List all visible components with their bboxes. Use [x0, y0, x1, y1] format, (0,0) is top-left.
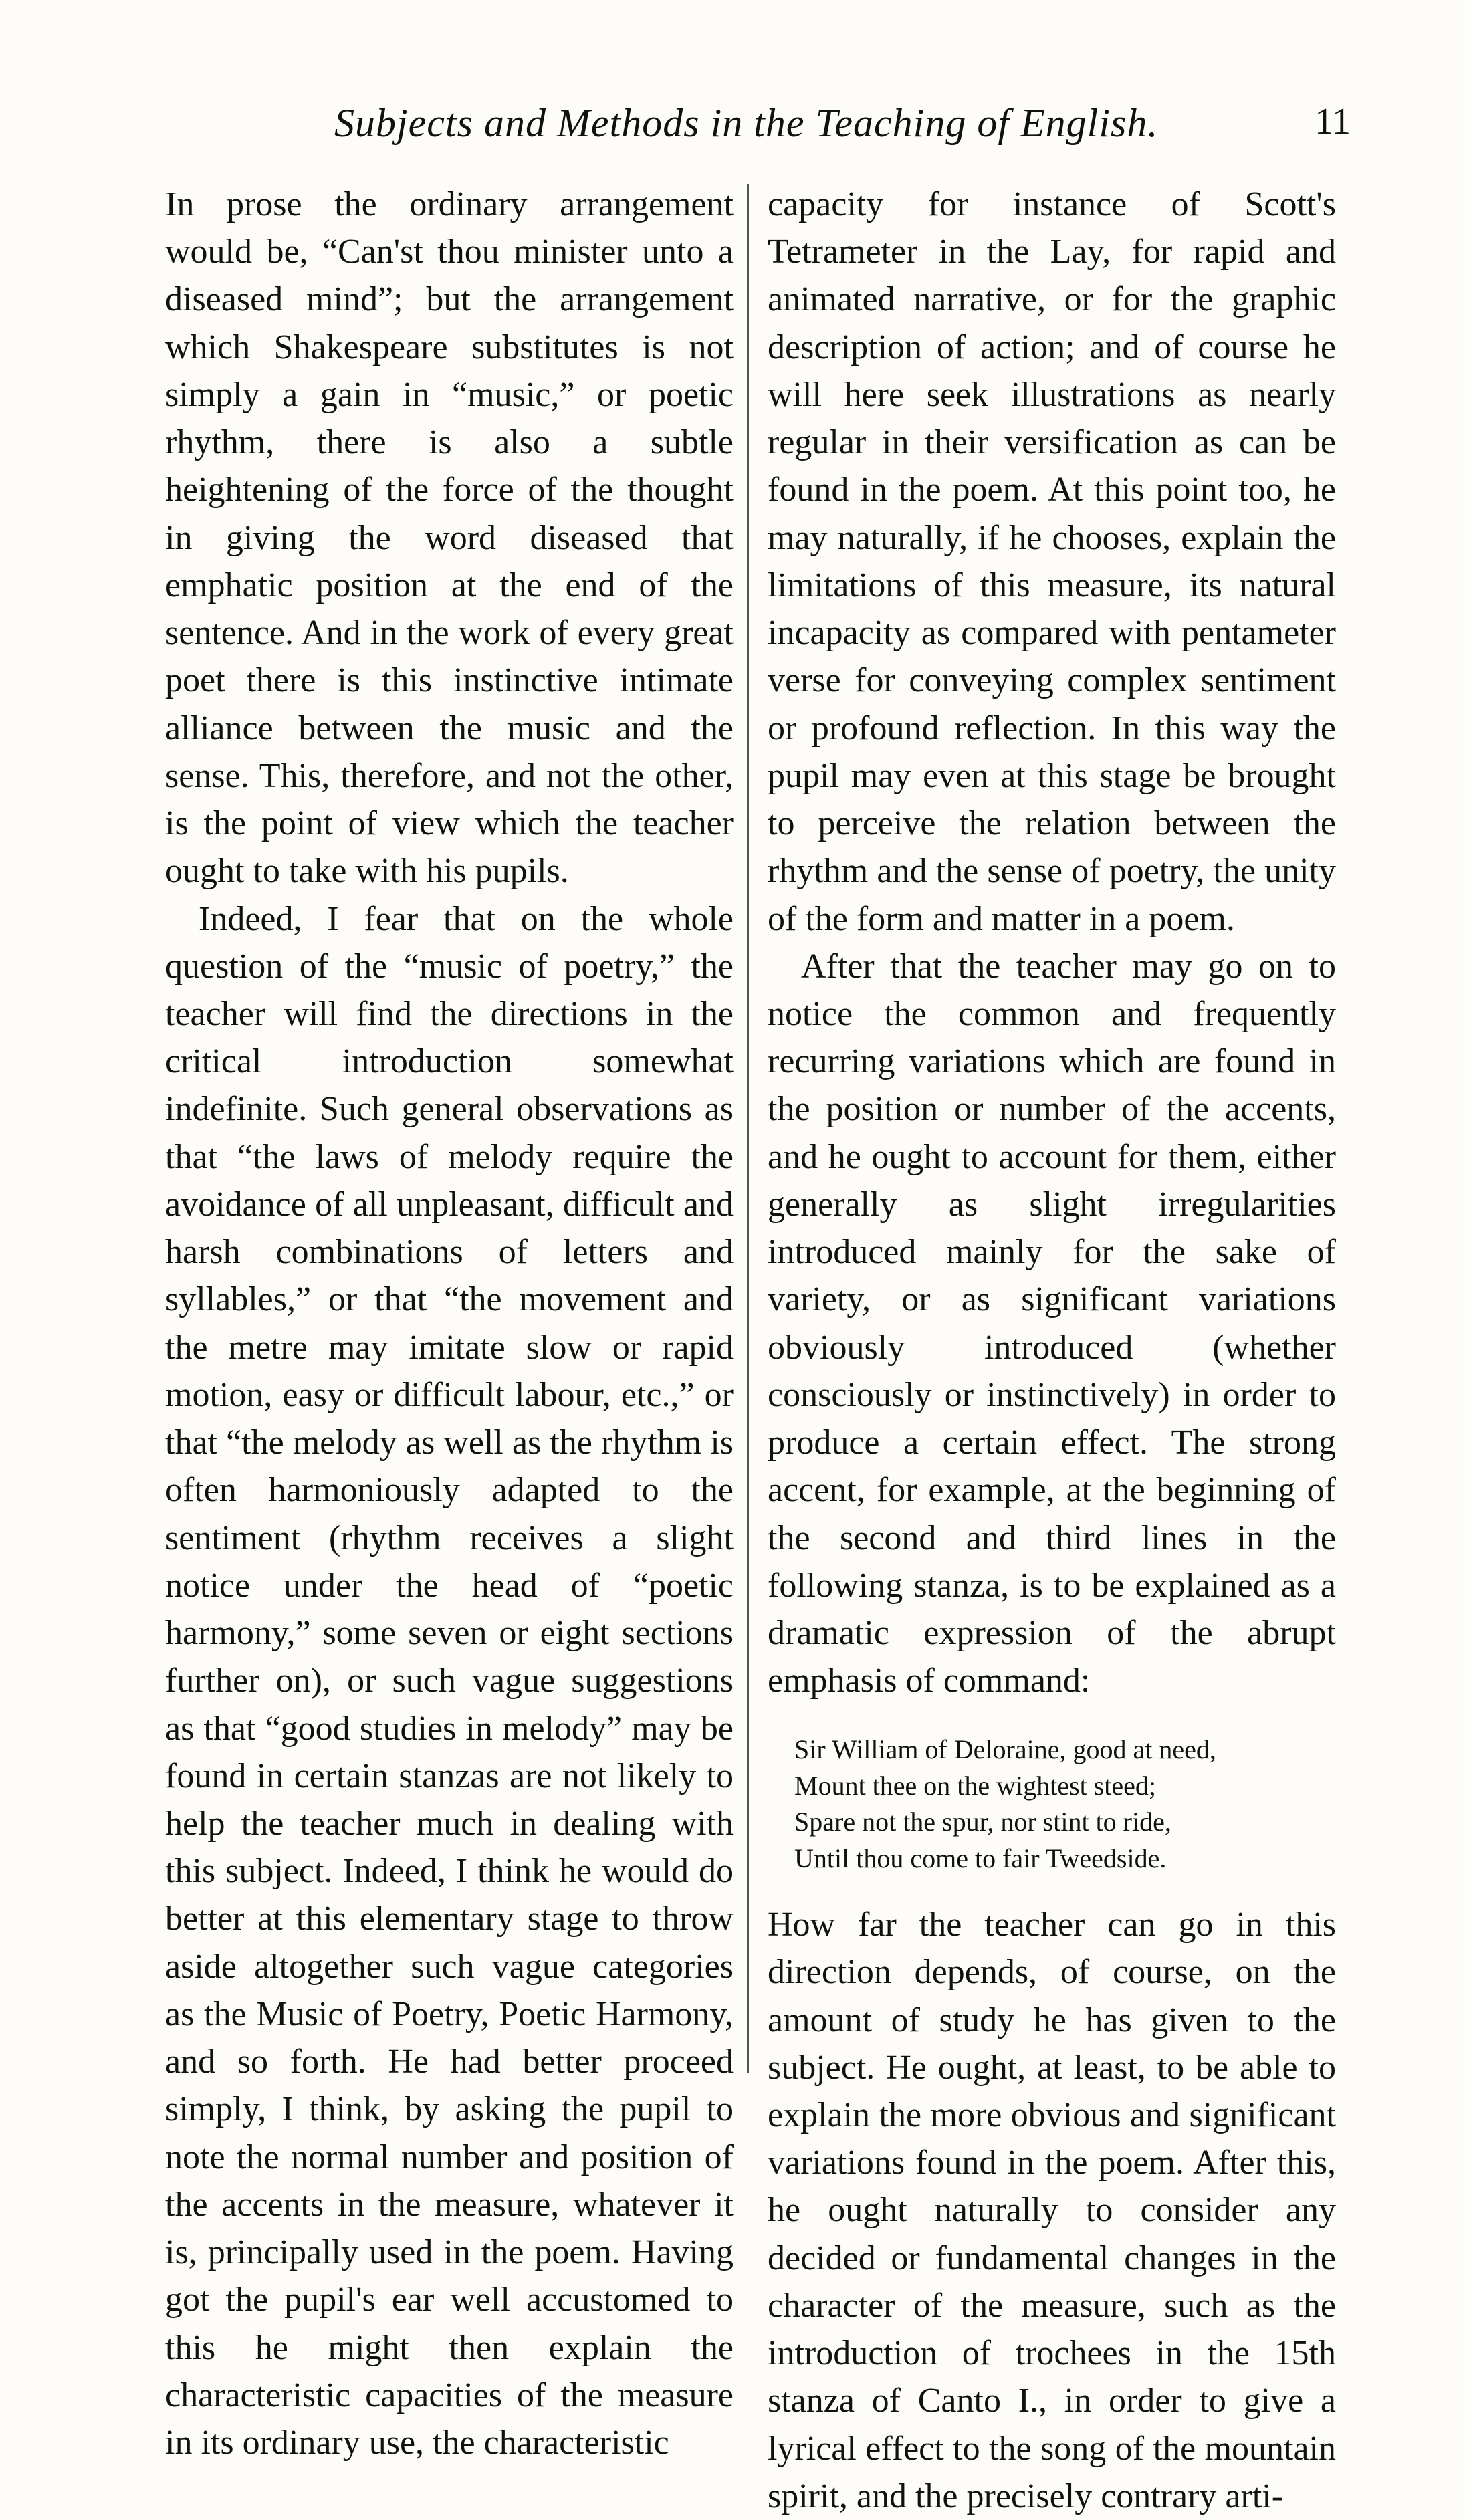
paragraph: capacity for instance of Scott's Tetrameter in the Lay, for rapid and animated narrative, or for the graphic description of action; and of course he will here seek illustrations as nearly regular in their versification as can be found in the poem. At this point too, he may naturally, if he chooses, explain the limitations of this measure, its natural incapacity as compared with pentameter verse for conveying complex sentiment or profound reflection. In this way the pupil may even at this stage be brought to perceive the relation between the rhythm and the sense of poetry, the unity of the form and matter in a poem. — [768, 185, 1336, 938]
verse-line: Until thou come to fair Tweedside. — [794, 1843, 1167, 1873]
verse-line: Sir William of Deloraine, good at need, — [794, 1734, 1216, 1764]
running-title: Subjects and Methods in the Teaching of English. — [334, 101, 1159, 145]
right-column — [768, 181, 1336, 2515]
column-divider — [747, 184, 749, 2073]
paragraph: Indeed, I fear that on the whole question of the “music of poetry,” the teacher will find the directions in the critical introduction somewhat indefinite. Such general observations as that “the laws of melody require the avoidance of all unpleasant, difficult and harsh combinations of letters and syllables,” or that “the movement and the metre may imitate slow or rapid motion, easy or difficult labour, etc.,” or that “the melody as well as the rhythm is often harmoniously adapted to the sentiment (rhythm receives a slight notice under the head of “poetic harmony,” some seven or eight sections further on), or such vague suggestions as that “good studies in melody” may be found in certain stanzas are not likely to help the teacher much in dealing with this subject. Indeed, I think he would do better at this elementary stage to throw aside altogether such vague categories as the Music of Poetry, Poetic Harmony, and so forth. He had better proceed simply, I think, by asking the pupil to note the normal number and position of the accents in the measure, whatever it is, principally used in the poem. Having got the pupil's ear well accustomed to this he might then explain the characteristic capacities of the measure in its ordinary use, the characteristic — [165, 899, 734, 2462]
page-number: 11 — [1315, 101, 1351, 142]
left-column — [165, 181, 734, 2462]
paragraph: In prose the ordinary arrangement would be, “Can'st thou minister unto a diseased mind”; but the arrangement which Shakespeare substitutes is not simply a gain in “music,” or poetic rhythm, there is also a subtle heightening of the force of the thought in giving the word diseased that emphatic position at the end of the sentence. And in the work of every great poet there is this instinctive intimate alliance between the music and the sense. This, therefore, and not the other, is the point of view which the teacher ought to take with his pupils. — [165, 185, 734, 891]
paragraph: How far the teacher can go in this direction depends, of course, on the amount of study he has given to the subject. He ought, at least, to be able to explain the more obvious and significant variations found in the poem. After this, he ought naturally to consider any decided or fundamental changes in the character of the measure, such as the introduction of trochees in the 15th stanza of Canto I., in order to give a lyrical effect to the song of the mountain spirit, and the precisely contrary arti- — [768, 1906, 1336, 2515]
paragraph: After that the teacher may go on to notice the common and frequently recurring variations which are found in the position or number of the accents, and he ought to account for them, either generally as slight irregularities introduced mainly for the sake of variety, or as significant variations obviously introduced (whether consciously or instinctively) in order to produce a certain effect. The strong accent, for example, at the beginning of the second and third lines in the following stanza, is to be explained as a dramatic expression of the abrupt emphasis of command: — [768, 947, 1336, 1700]
running-head — [167, 100, 1371, 160]
verse-quotation — [794, 1732, 1336, 1877]
verse-line: Mount thee on the wightest steed; — [794, 1770, 1157, 1801]
verse-line: Spare not the spur, nor stint to ride, — [794, 1807, 1171, 1837]
